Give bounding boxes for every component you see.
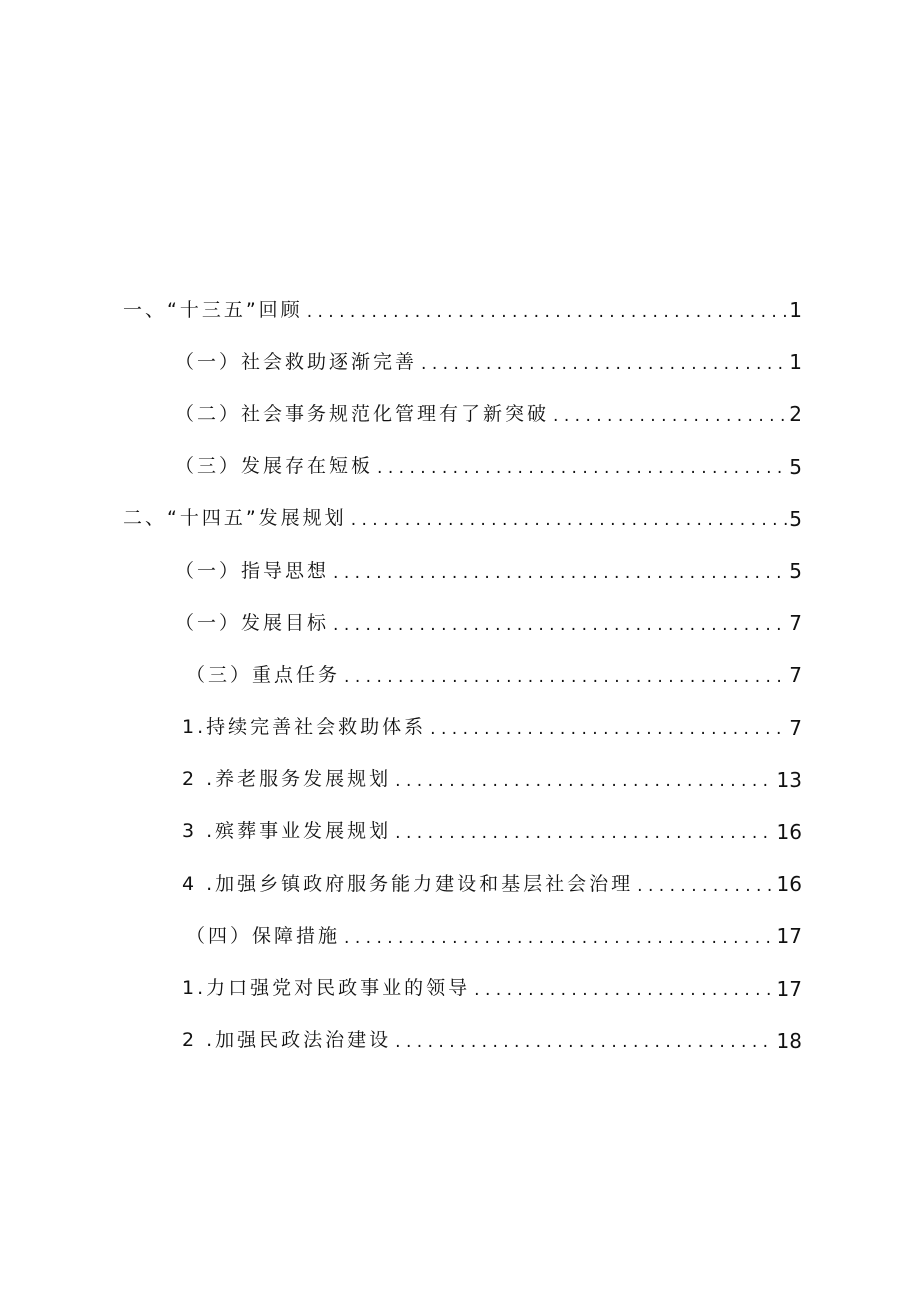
- toc-page-number: 7: [789, 715, 802, 740]
- toc-dot-leader: [395, 1034, 774, 1051]
- toc-entry-review-13th[interactable]: [0, 284, 920, 336]
- toc-entry-title: 3 .殡葬事业发展规划: [182, 820, 392, 843]
- toc-dot-leader: [395, 773, 774, 790]
- toc-page-number: 5: [789, 506, 802, 531]
- toc-entry-guiding-ideology[interactable]: [0, 545, 920, 597]
- toc-page-number: 1: [789, 350, 802, 375]
- toc-entry-title: 4 .加强乡镇政府服务能力建设和基层社会治理: [182, 872, 634, 895]
- toc-entry-title: 2 .养老服务发展规划: [182, 768, 392, 791]
- toc-dot-leader: [344, 930, 775, 947]
- toc-entry-development-goals[interactable]: [0, 597, 920, 649]
- toc-entry-title: （四）保障措施: [186, 924, 341, 947]
- toc-entry-title: 二、“十四五”发展规划: [123, 507, 347, 530]
- toc-dot-leader: [344, 669, 787, 686]
- toc-entry-safeguards[interactable]: [0, 910, 920, 962]
- toc-entry-shortcomings[interactable]: [0, 441, 920, 493]
- toc-page-number: 13: [776, 767, 802, 792]
- toc-dot-leader: [351, 512, 788, 529]
- toc-page-number: 16: [776, 819, 802, 844]
- table-of-contents: [0, 284, 920, 1067]
- toc-entry-key-tasks[interactable]: [0, 649, 920, 701]
- toc-page-number: 2: [789, 402, 802, 427]
- toc-entry-title: （一）社会救助逐渐完善: [175, 350, 418, 373]
- toc-dot-leader: [333, 565, 787, 582]
- toc-dot-leader: [430, 721, 787, 738]
- toc-entry-plan-14th[interactable]: [0, 493, 920, 545]
- toc-entry-funeral-services[interactable]: [0, 806, 920, 858]
- toc-entry-title: （一）指导思想: [175, 559, 330, 582]
- toc-dot-leader: [395, 825, 774, 842]
- toc-dot-leader: [307, 304, 788, 321]
- toc-page-number: 7: [789, 611, 802, 636]
- toc-page-number: 17: [776, 924, 802, 949]
- toc-dot-leader: [333, 617, 787, 634]
- toc-page-number: 18: [776, 1028, 802, 1053]
- toc-page-number: 17: [776, 976, 802, 1001]
- toc-entry-title: （一）发展目标: [175, 611, 330, 634]
- toc-dot-leader: [474, 982, 774, 999]
- toc-entry-social-assistance[interactable]: [0, 336, 920, 388]
- toc-entry-title: 2 .加强民政法治建设: [182, 1029, 392, 1052]
- toc-page-number: 16: [776, 872, 802, 897]
- toc-entry-township-governance[interactable]: [0, 858, 920, 910]
- toc-dot-leader: [421, 356, 787, 373]
- toc-page-number: 5: [789, 559, 802, 584]
- toc-entry-social-affairs[interactable]: [0, 388, 920, 440]
- toc-dot-leader: [637, 878, 774, 895]
- toc-entry-title: 一、“十三五”回顾: [123, 298, 303, 321]
- toc-entry-title: （三）重点任务: [186, 663, 341, 686]
- toc-entry-title: 1.持续完善社会救助体系: [182, 716, 427, 739]
- toc-entry-rule-of-law[interactable]: [0, 1015, 920, 1067]
- toc-entry-title: （二）社会事务规范化管理有了新突破: [175, 402, 550, 425]
- toc-entry-assistance-system[interactable]: [0, 702, 920, 754]
- toc-dot-leader: [377, 460, 787, 477]
- toc-page-number: 7: [789, 663, 802, 688]
- toc-entry-party-leadership[interactable]: [0, 962, 920, 1014]
- toc-entry-elderly-care[interactable]: [0, 754, 920, 806]
- toc-entry-title: 1.力口强党对民政事业的领导: [182, 977, 471, 1000]
- toc-dot-leader: [553, 408, 787, 425]
- toc-entry-title: （三）发展存在短板: [175, 455, 374, 478]
- toc-page-number: 5: [789, 454, 802, 479]
- toc-page-number: 1: [789, 298, 802, 323]
